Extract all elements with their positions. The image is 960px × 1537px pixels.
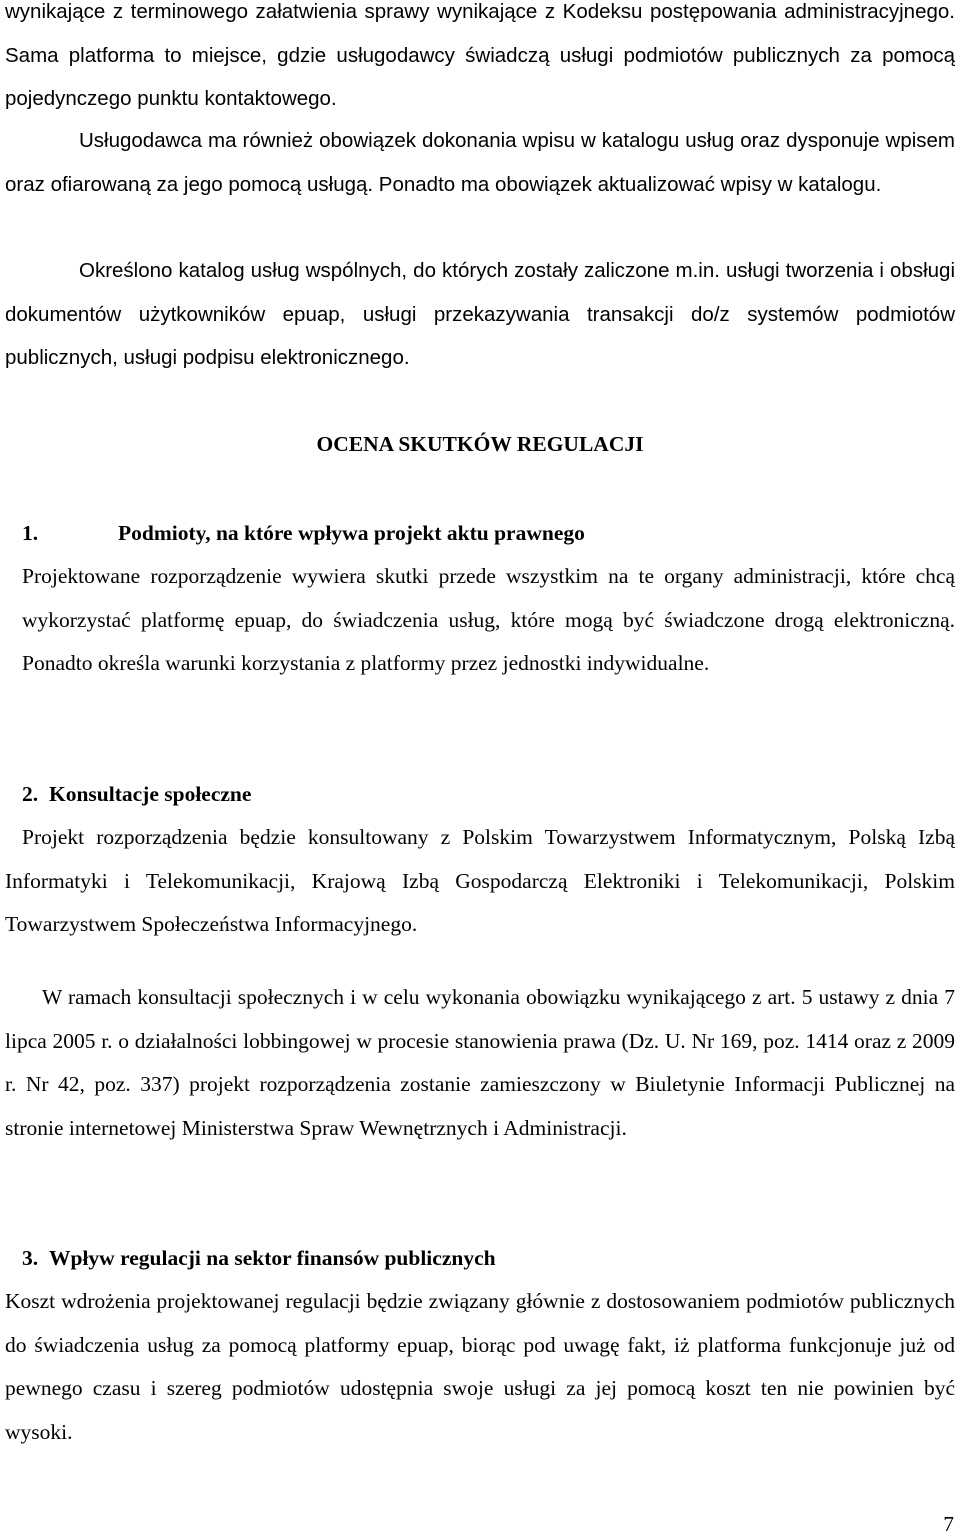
section-title: Konsultacje społeczne: [49, 782, 252, 806]
section-title: Wpływ regulacji na sektor finansów publicznych: [49, 1246, 496, 1270]
section-3-heading: [22, 1246, 496, 1271]
page-number: 7: [943, 1512, 954, 1536]
intro-paragraph-1: wynikające z terminowego załatwienia sprawy wynikające z Kodeksu postępowania administracyjnego. Sama platforma to miejsce, gdzie usługodawcy świadczą usługi podmiotów publicznych za pomocą pojedynczego punktu kontaktowego.: [5, 0, 955, 110]
section-2-paragraph-1: Projekt rozporządzenia będzie konsultowany z Polskim Towarzystwem Informatycznym, Polską Izbą Informatyki i Telekomunikacji, Krajową Izbą Gospodarczą Elektroniki i Telekomunikacji, Polskim Towarzystwem Społeczeństwa Informacyjnego.: [5, 825, 955, 936]
intro-paragraph-2: Usługodawca ma również obowiązek dokonania wpisu w katalogu usług oraz dysponuje wpisem oraz ofiarowaną za jego pomocą usługą. Ponadto ma obowiązek aktualizować wpisy w katalogu.: [5, 129, 955, 196]
section-title: Podmioty, na które wpływa projekt aktu prawnego: [118, 521, 585, 545]
section-2-paragraph-2: W ramach konsultacji społecznych i w celu wykonania obowiązku wynikającego z art. 5 ustawy z dnia 7 lipca 2005 r. o działalności lobbingowej w procesie stanowienia prawa (Dz. U. Nr 169, poz. 1414 oraz z 2009 r. Nr 42, poz. 337) projekt rozporządzenia zostanie zamieszczony w Biuletynie Informacji Publicznej na stronie internetowej Ministerstwa Spraw Wewnętrznych i Administracji.: [5, 985, 955, 1140]
section-2-heading: [22, 782, 251, 807]
section-1-heading: [22, 521, 585, 546]
section-number: 1.: [22, 521, 39, 545]
main-heading: OCENA SKUTKÓW REGULACJI: [316, 432, 644, 456]
intro-paragraph-3: Określono katalog usług wspólnych, do których zostały zaliczone m.in. usługi tworzenia i obsługi dokumentów użytkowników epuap, usługi przekazywania transakcji do/z systemów podmiotów publicznych, usługi podpisu elektronicznego.: [5, 259, 955, 369]
section-3-paragraph: Koszt wdrożenia projektowanej regulacji będzie związany głównie z dostosowaniem podmiotów publicznych do świadczenia usług za pomocą platformy epuap, biorąc pod uwagę fakt, iż platforma funkcjonuje już od pewnego czasu i szereg podmiotów udostępnia swoje usługi za jej pomocą koszt ten nie powinien być wysoki.: [5, 1289, 955, 1444]
section-number: 2.: [22, 782, 39, 806]
section-1-paragraph: Projektowane rozporządzenie wywiera skutki przede wszystkim na te organy administracji, które chcą wykorzystać platformę epuap, do świadczenia usług, które mogą być świadczone drogą elektroniczną. Ponadto określa warunki korzystania z platformy przez jednostki indywidualne.: [22, 564, 955, 675]
section-number: 3.: [22, 1246, 39, 1270]
